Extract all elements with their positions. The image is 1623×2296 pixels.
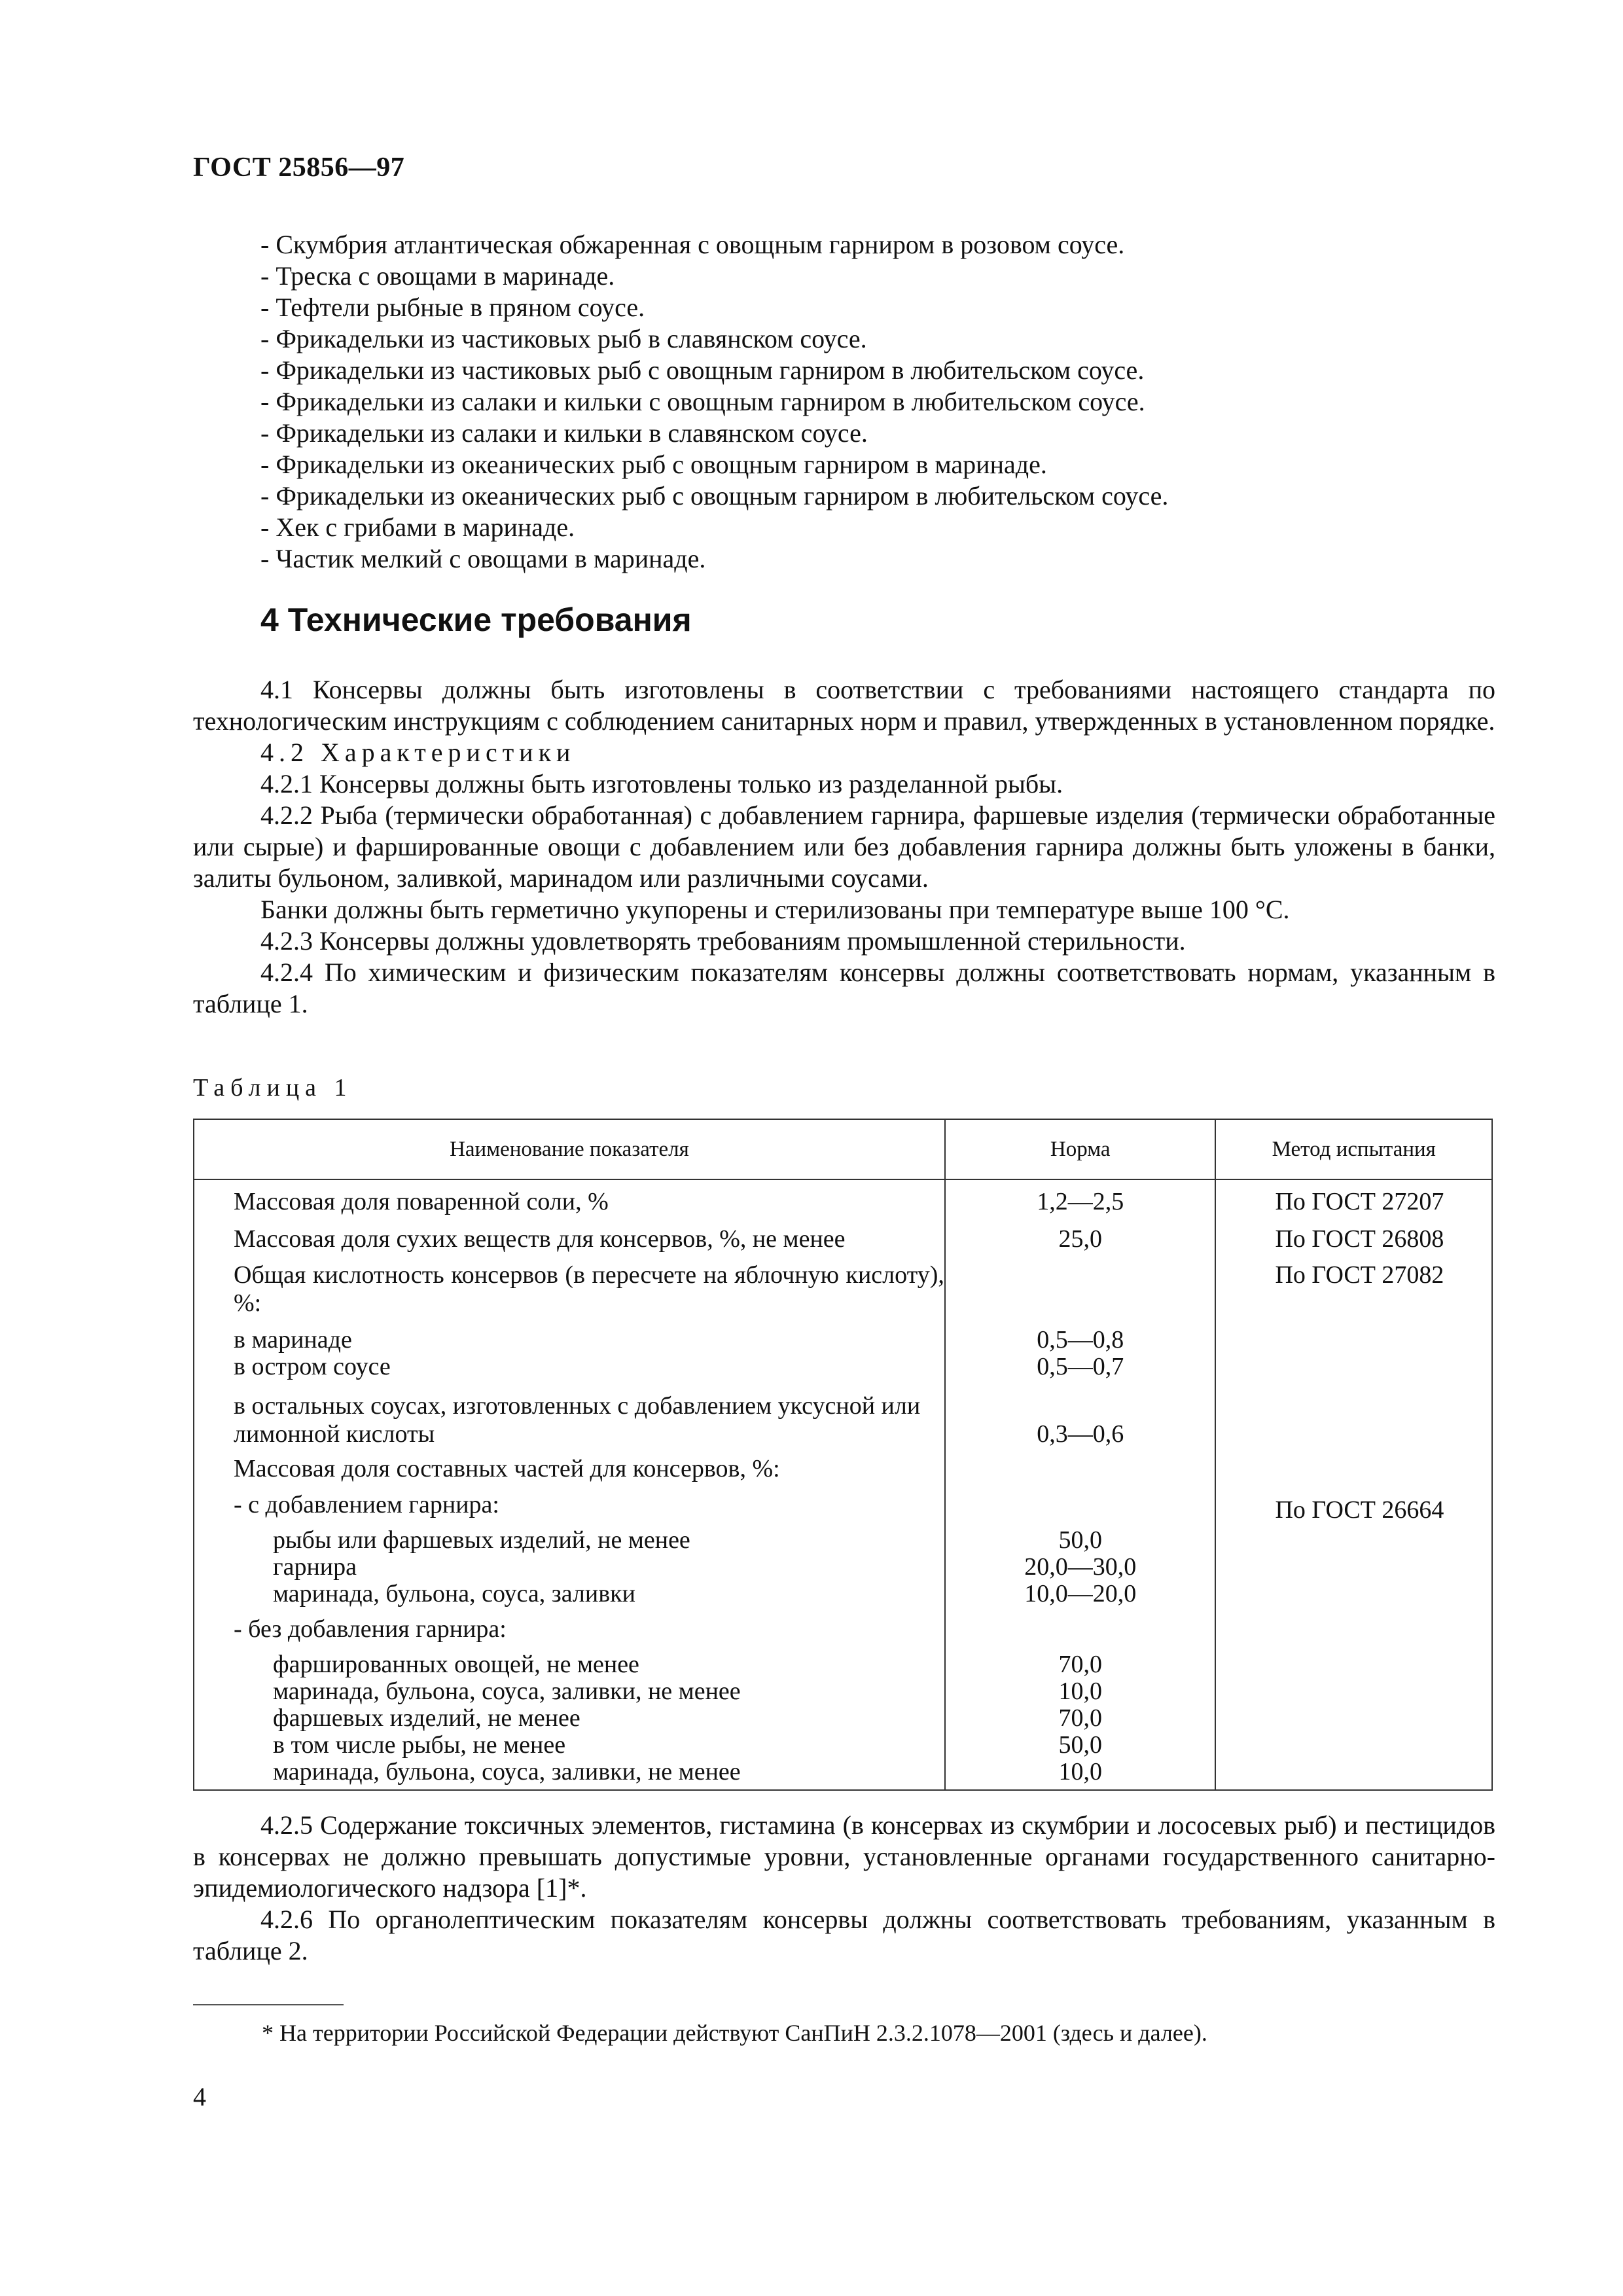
cell-norm: 0,3—0,6 [1037,1420,1124,1448]
column-header-norm: Норма [945,1119,1216,1179]
cell-norm [946,1253,1215,1318]
cell-name: в остром соусе [234,1353,391,1380]
cell-norm [946,1448,1215,1483]
footnote: * На территории Российской Федерации действуют СанПиН 2.3.2.1078—2001 (здесь и далее). [262,2020,1207,2046]
cell-norm [946,1607,1215,1643]
cell-norm: 10,0—20,0 [1024,1580,1137,1607]
section-body-continued [193,1810,1495,1967]
paragraph-4-2-5: 4.2.5 Содержание токсичных элементов, гистамина (в консервах из скумбрии и лососевых рыб) и пестицидов в консервах не должно превышать допустимые уровни, установленные органами государственного санитарно-эпидемиологического надзора [1]*. [193,1810,1495,1903]
paragraph-4-2-1: 4.2.1 Консервы должны быть изготовлены только из разделанной рыбы. [260,769,1063,798]
cell-name: - с добавлением гарнира: [234,1491,499,1518]
page-header-doc-id: ГОСТ 25856—97 [193,152,405,183]
section-body [193,674,1495,1020]
cell-name: - без добавления гарнира: [234,1615,507,1643]
cell-name: маринада, бульона, соуса, заливки, не менее [273,1758,741,1785]
section-title: 4 Технические требования [260,601,692,638]
cell-norm: 1,2—2,5 [1037,1188,1124,1215]
cell-name: в остальных соусах, изготовленных с добавлением уксусной или лимонной кислоты [234,1392,921,1448]
list-item: - Треска с овощами в маринаде. [260,261,615,291]
table-caption: Таблица 1 [193,1074,353,1102]
cell-name: фаршированных овощей, не менее [273,1651,639,1678]
cell-name: в маринаде [234,1326,352,1354]
list-item: - Фрикадельки из океанических рыб с овощным гарниром в маринаде. [260,450,1047,479]
cell-name: в том числе рыбы, не менее [273,1731,566,1759]
cell-name: маринада, бульона, соуса, заливки [273,1580,635,1607]
paragraph-4-2: 4.2 Характеристики [260,738,576,767]
cell-method: По ГОСТ 27082 [1275,1261,1444,1289]
cell-norm: 10,0 [1058,1677,1102,1705]
cell-norm: 50,0 [1058,1526,1102,1554]
cell-norm: 70,0 [1058,1651,1102,1678]
cell-name: Массовая доля составных частей для консервов, %: [234,1455,780,1482]
paragraph-4-2-3: 4.2.3 Консервы должны удовлетворять требованиям промышленной стерильности. [260,926,1186,956]
paragraph-banks: Банки должны быть герметично укупорены и стерилизованы при температуре выше 100 °С. [260,895,1290,924]
list-item: - Фрикадельки из салаки и кильки с овощным гарниром в любительском соусе. [260,387,1145,416]
cell-name: Массовая доля поваренной соли, % [234,1188,609,1215]
cell-norm: 70,0 [1058,1704,1102,1732]
cell-name: маринада, бульона, соуса, заливки, не менее [273,1677,741,1705]
dish-list [260,229,1504,575]
cell-method [1216,1318,1491,1490]
cell-norm: 50,0 [1058,1731,1102,1759]
footnote-divider [193,2004,344,2005]
list-item: - Скумбрия атлантическая обжаренная с овощным гарниром в розовом соусе. [260,230,1125,259]
table-row [194,1179,1492,1790]
paragraph-4-2-4: 4.2.4 По химическим и физическим показателям консервы должны соответствовать нормам, указанным в таблице 1. [193,958,1495,1018]
page-number: 4 [193,2082,206,2111]
list-item: - Частик мелкий с овощами в маринаде. [260,544,706,573]
cell-name: рыбы или фаршевых изделий, не менее [273,1526,690,1554]
cell-name: Массовая доля сухих веществ для консервов, %, не менее [234,1225,846,1253]
cell-norm: 10,0 [1058,1758,1102,1785]
list-item: - Тефтели рыбные в пряном соусе. [260,293,645,322]
list-item: - Хек с грибами в маринаде. [260,512,575,542]
list-item: - Фрикадельки из частиковых рыб с овощным гарниром в любительском соусе. [260,355,1145,385]
cell-norm: 25,0 [1058,1225,1102,1253]
cell-name: Общая кислотность консервов (в пересчете на яблочную кислоту), %: [234,1261,944,1317]
paragraph-4-2-6: 4.2.6 По органолептическим показателям консервы должны соответствовать требованиям, указанным в таблице 2. [193,1905,1495,1965]
list-item: - Фрикадельки из салаки и кильки в славянском соусе. [260,418,868,448]
cell-name: фаршевых изделий, не менее [273,1704,580,1732]
cell-method: По ГОСТ 27207 [1275,1188,1444,1215]
list-item: - Фрикадельки из океанических рыб с овощным гарниром в любительском соусе. [260,481,1169,511]
column-header-method: Метод испытания [1215,1119,1492,1179]
table-1 [193,1119,1493,1791]
cell-norm: 0,5—0,7 [1037,1353,1124,1380]
column-header-name: Наименование показателя [194,1119,945,1179]
cell-method: По ГОСТ 26808 [1275,1225,1444,1253]
cell-norm [946,1483,1215,1519]
cell-name: гарнира [273,1553,357,1581]
paragraph-4-1: 4.1 Консервы должны быть изготовлены в соответствии с требованиями настоящего стандарта по технологическим инструкциям с соблюдением санитарных норм и правил, утвержденных в установленном порядке. [193,675,1495,736]
paragraph-4-2-2: 4.2.2 Рыба (термически обработанная) с добавлением гарнира, фаршевые изделия (термически обработанные или сырые) и фаршированные овощи с добавлением или без добавления гарнира должны быть уложены в банки, залиты бульоном, заливкой, маринадом или различными соусами. [193,800,1495,893]
cell-norm: 0,5—0,8 [1037,1326,1124,1354]
cell-method: По ГОСТ 26664 [1275,1496,1444,1524]
cell-norm: 20,0—30,0 [1024,1553,1137,1581]
list-item: - Фрикадельки из частиковых рыб в славянском соусе. [260,324,867,353]
